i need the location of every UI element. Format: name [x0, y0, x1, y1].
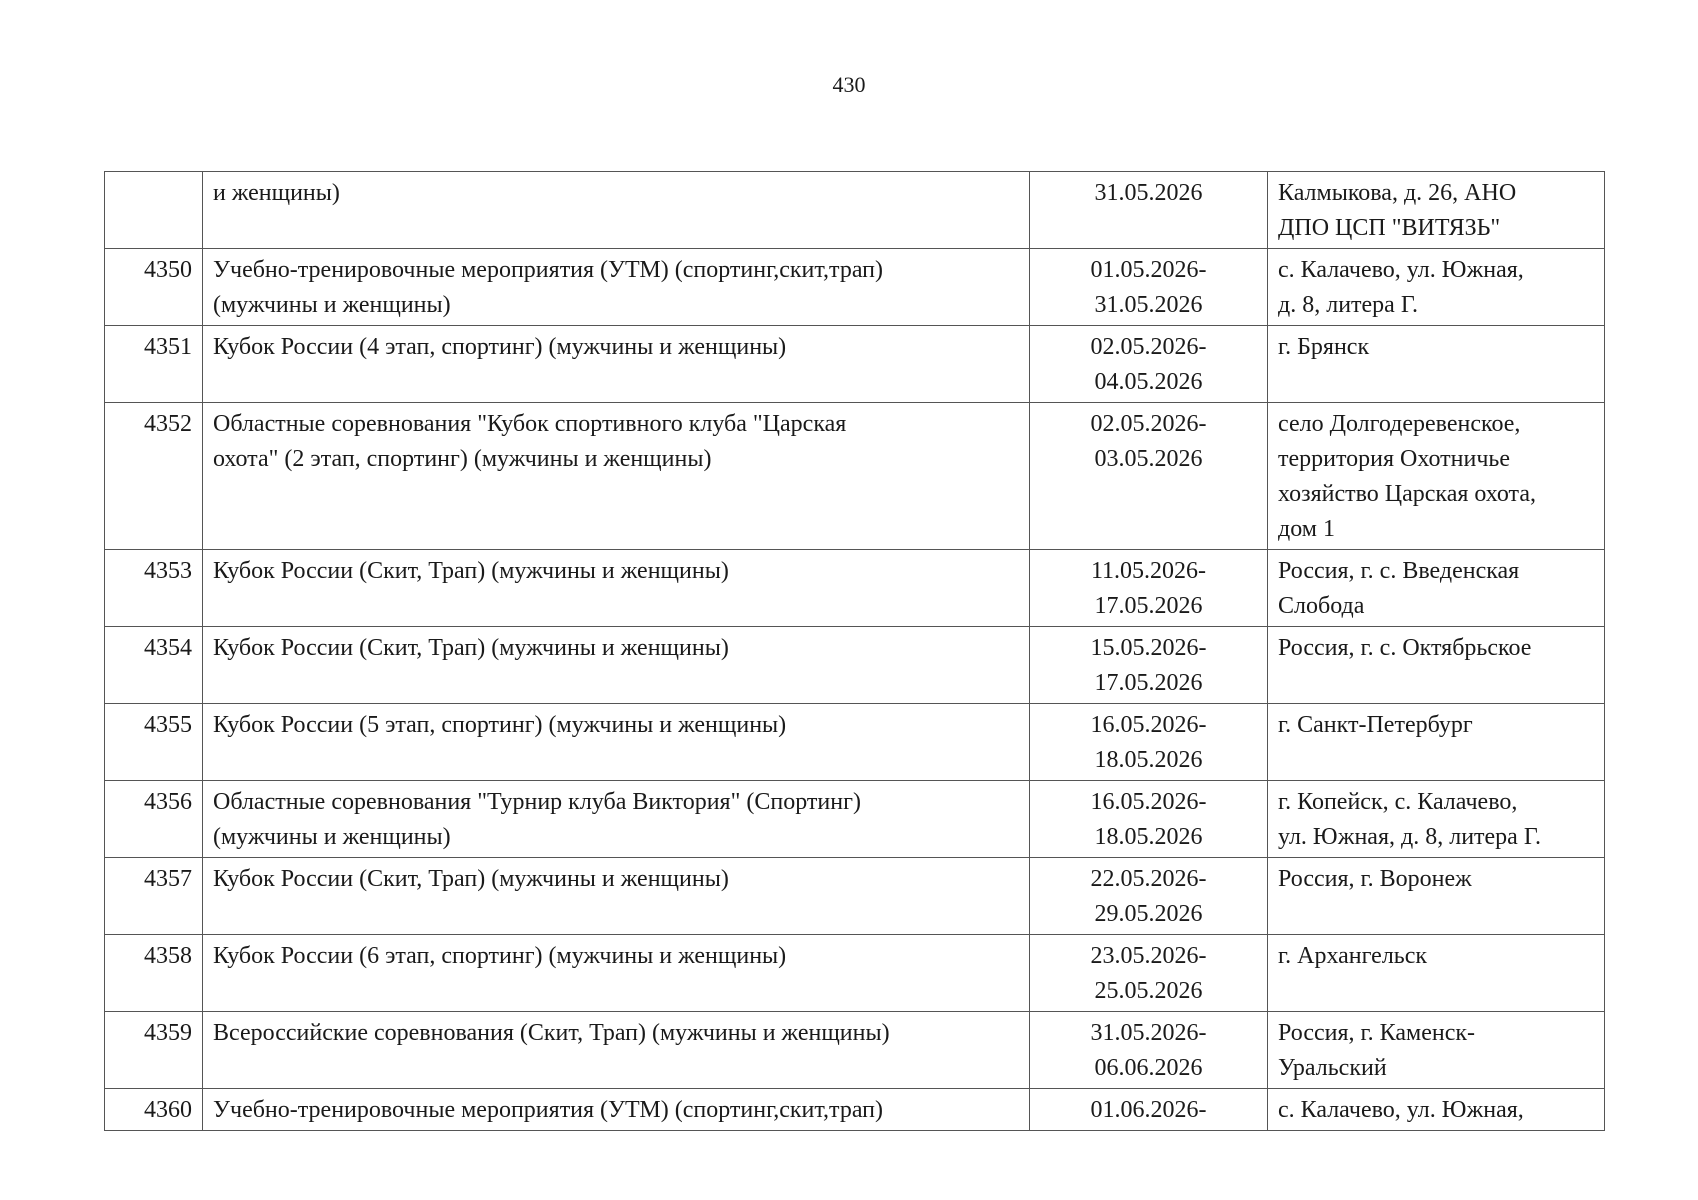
event-name-line: (мужчины и женщины) [213, 292, 451, 318]
event-place-line: территория Охотничье [1278, 446, 1510, 472]
event-place [1268, 781, 1605, 858]
event-dates [1030, 858, 1268, 935]
event-dates [1030, 1089, 1268, 1131]
event-date-line: 17.05.2026 [1094, 670, 1203, 696]
event-name-line: охота" (2 этап, спортинг) (мужчины и женщины) [213, 446, 712, 472]
event-number: 4353 [105, 550, 203, 627]
table-row [105, 1089, 1605, 1131]
table-row [105, 403, 1605, 550]
event-place-line: г. Брянск [1278, 334, 1370, 360]
event-name-line: Кубок России (Скит, Трап) (мужчины и женщины) [213, 866, 729, 892]
table-row [105, 326, 1605, 403]
event-dates [1030, 1012, 1268, 1089]
event-place [1268, 1089, 1605, 1131]
event-date-line: 01.05.2026- [1090, 257, 1207, 283]
event-name [203, 781, 1030, 858]
event-dates [1030, 781, 1268, 858]
event-place-line: Уральский [1278, 1055, 1387, 1081]
event-date-line: 15.05.2026- [1090, 635, 1207, 661]
table-row [105, 935, 1605, 1012]
table-row [105, 172, 1605, 249]
table-row [105, 781, 1605, 858]
event-place [1268, 704, 1605, 781]
event-name-line: Учебно-тренировочные мероприятия (УТМ) (спортинг,скит,трап) [213, 1097, 883, 1123]
event-place-line: хозяйство Царская охота, [1278, 481, 1536, 507]
table-row [105, 550, 1605, 627]
event-dates [1030, 704, 1268, 781]
event-date-line: 31.05.2026 [1094, 292, 1203, 318]
event-name [203, 249, 1030, 326]
event-date-line: 02.05.2026- [1090, 411, 1207, 437]
event-number: 4355 [105, 704, 203, 781]
event-place-line: Слобода [1278, 593, 1365, 619]
event-name [203, 403, 1030, 550]
table-row [105, 627, 1605, 704]
event-date-line: 04.05.2026 [1094, 369, 1203, 395]
event-date-line: 31.05.2026- [1090, 1020, 1207, 1046]
event-date-line: 31.05.2026 [1094, 180, 1203, 206]
event-place-line: Россия, г. с. Октябрьское [1278, 635, 1532, 661]
event-place [1268, 249, 1605, 326]
event-place-line: ДПО ЦСП "ВИТЯЗЬ" [1278, 215, 1501, 241]
event-place-line: г. Копейск, с. Калачево, [1278, 789, 1518, 815]
event-date-line: 17.05.2026 [1094, 593, 1203, 619]
event-dates [1030, 403, 1268, 550]
event-date-line: 06.06.2026 [1094, 1055, 1203, 1081]
event-name-line: и женщины) [213, 180, 340, 206]
event-date-line: 29.05.2026 [1094, 901, 1203, 927]
event-number: 4358 [105, 935, 203, 1012]
event-name [203, 858, 1030, 935]
event-dates [1030, 550, 1268, 627]
event-place-line: с. Калачево, ул. Южная, [1278, 1097, 1524, 1123]
event-place-line: с. Калачево, ул. Южная, [1278, 257, 1524, 283]
event-name-line: Кубок России (6 этап, спортинг) (мужчины и женщины) [213, 943, 787, 969]
event-name-line: Кубок России (4 этап, спортинг) (мужчины и женщины) [213, 334, 787, 360]
event-name [203, 704, 1030, 781]
event-date-line: 18.05.2026 [1094, 824, 1203, 850]
event-name [203, 935, 1030, 1012]
event-date-line: 18.05.2026 [1094, 747, 1203, 773]
event-date-line: 03.05.2026 [1094, 446, 1203, 472]
event-number: 4360 [105, 1089, 203, 1131]
event-name [203, 627, 1030, 704]
events-table [104, 171, 1605, 1131]
table-row [105, 249, 1605, 326]
event-place-line: Россия, г. с. Введенская [1278, 558, 1520, 584]
event-name-line: Кубок России (5 этап, спортинг) (мужчины и женщины) [213, 712, 787, 738]
event-date-line: 01.06.2026- [1090, 1097, 1207, 1123]
event-place-line: Россия, г. Воронеж [1278, 866, 1472, 892]
event-place-line: ул. Южная, д. 8, литера Г. [1278, 824, 1541, 850]
event-dates [1030, 627, 1268, 704]
event-place-line: г. Санкт-Петербург [1278, 712, 1473, 738]
event-place-line: дом 1 [1278, 516, 1335, 542]
event-date-line: 16.05.2026- [1090, 789, 1207, 815]
event-number: 4350 [105, 249, 203, 326]
event-dates [1030, 249, 1268, 326]
event-dates [1030, 935, 1268, 1012]
event-place [1268, 935, 1605, 1012]
event-name-line: Кубок России (Скит, Трап) (мужчины и женщины) [213, 558, 729, 584]
event-place [1268, 172, 1605, 249]
event-name-line: Кубок России (Скит, Трап) (мужчины и женщины) [213, 635, 729, 661]
table-row [105, 858, 1605, 935]
event-number: 4352 [105, 403, 203, 550]
event-place-line: село Долгодеревенское, [1278, 411, 1521, 437]
event-place [1268, 858, 1605, 935]
event-name-line: (мужчины и женщины) [213, 824, 451, 850]
event-date-line: 23.05.2026- [1090, 943, 1207, 969]
event-place-line: г. Архангельск [1278, 943, 1428, 969]
event-number: 4359 [105, 1012, 203, 1089]
event-place [1268, 326, 1605, 403]
event-name [203, 172, 1030, 249]
event-place-line: Россия, г. Каменск- [1278, 1020, 1476, 1046]
event-date-line: 02.05.2026- [1090, 334, 1207, 360]
event-name [203, 1012, 1030, 1089]
event-name [203, 550, 1030, 627]
event-name-line: Областные соревнования "Кубок спортивного клуба "Царская [213, 411, 847, 437]
event-place [1268, 550, 1605, 627]
event-number: 4354 [105, 627, 203, 704]
page-number: 430 [832, 72, 866, 97]
event-date-line: 22.05.2026- [1090, 866, 1207, 892]
event-name-line: Областные соревнования "Турнир клуба Виктория" (Спортинг) [213, 789, 861, 815]
event-date-line: 11.05.2026- [1090, 558, 1207, 584]
event-name-line: Всероссийские соревнования (Скит, Трап) (мужчины и женщины) [213, 1020, 890, 1046]
event-place [1268, 627, 1605, 704]
event-place [1268, 1012, 1605, 1089]
event-dates [1030, 326, 1268, 403]
event-name [203, 326, 1030, 403]
event-number [105, 172, 203, 249]
event-number: 4357 [105, 858, 203, 935]
table-row [105, 1012, 1605, 1089]
event-dates [1030, 172, 1268, 249]
event-number: 4351 [105, 326, 203, 403]
event-name-line: Учебно-тренировочные мероприятия (УТМ) (спортинг,скит,трап) [213, 257, 883, 283]
event-place-line: Калмыкова, д. 26, АНО [1278, 180, 1517, 206]
event-name [203, 1089, 1030, 1131]
table-row [105, 704, 1605, 781]
event-number: 4356 [105, 781, 203, 858]
event-place [1268, 403, 1605, 550]
event-date-line: 25.05.2026 [1094, 978, 1203, 1004]
event-place-line: д. 8, литера Г. [1278, 292, 1418, 318]
event-date-line: 16.05.2026- [1090, 712, 1207, 738]
